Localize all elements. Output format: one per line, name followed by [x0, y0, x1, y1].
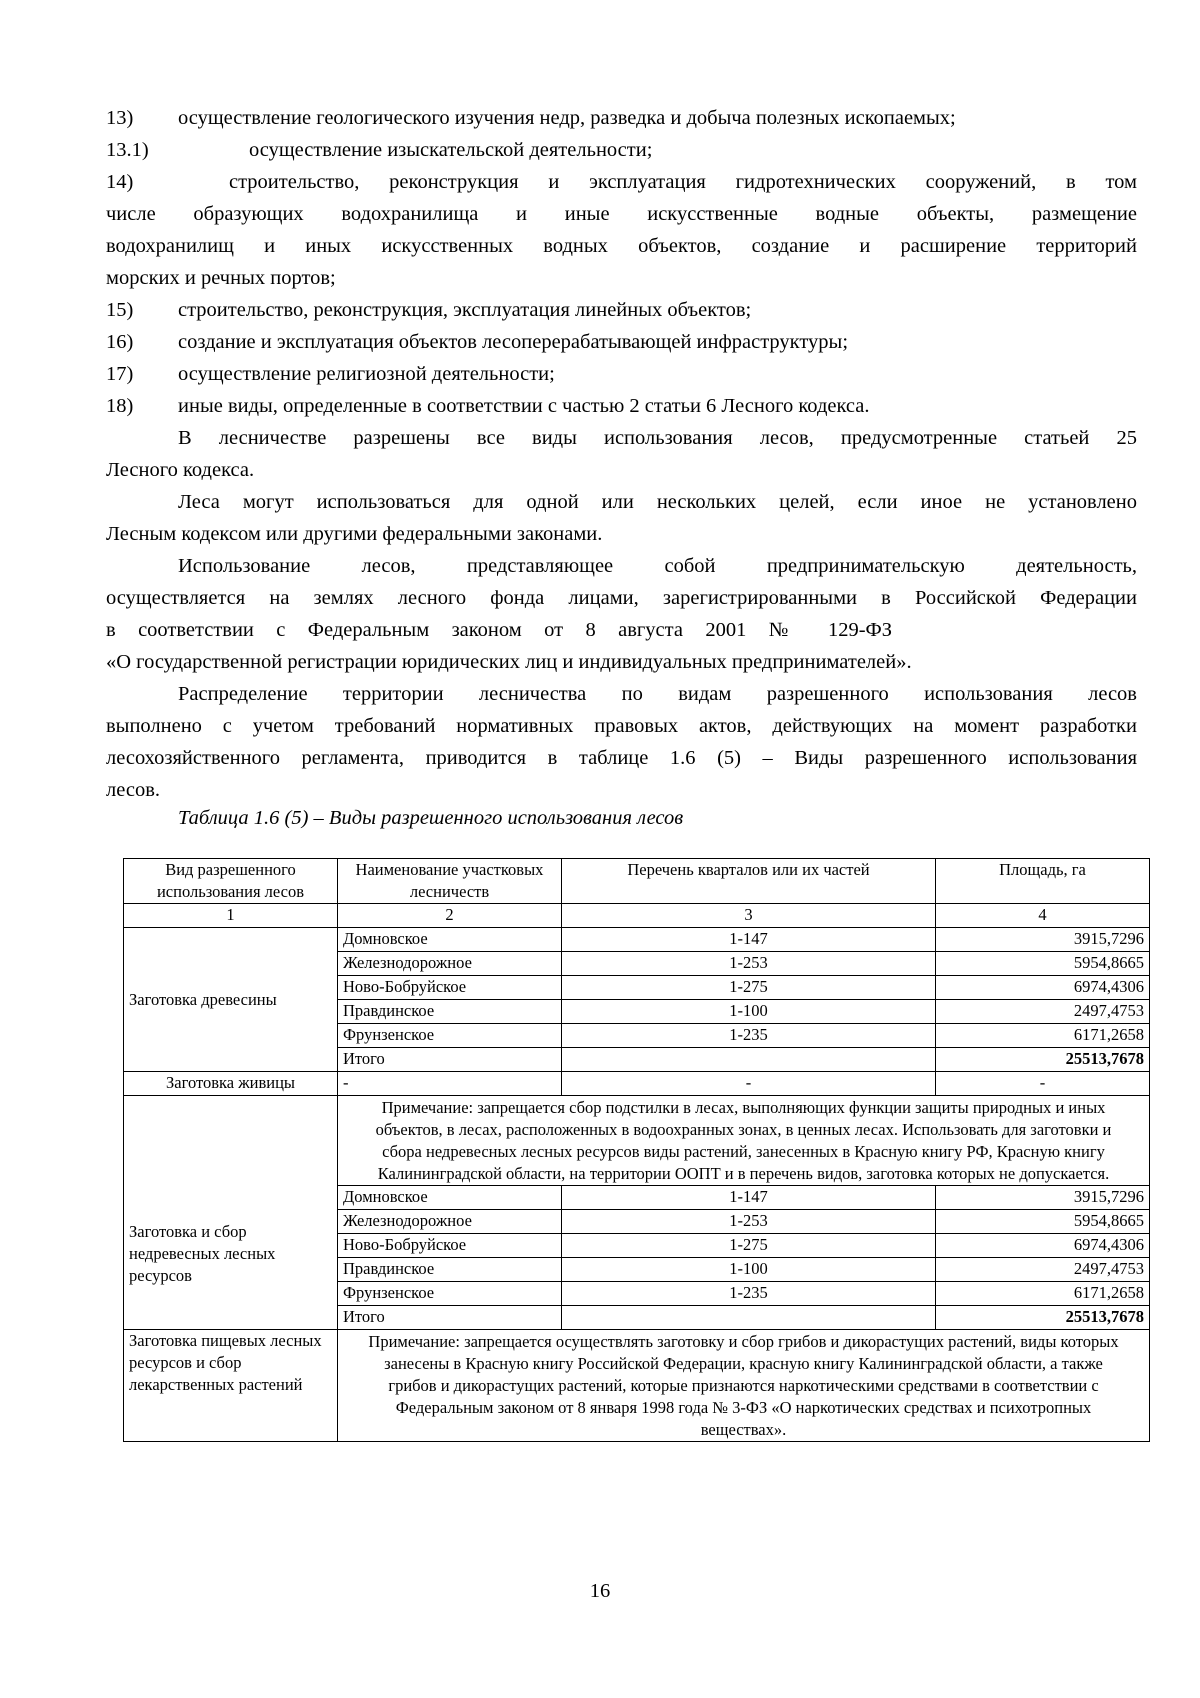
- land-use-table: [123, 858, 1150, 1442]
- quarters: 1-147: [562, 928, 936, 952]
- column-number: 2: [338, 904, 562, 928]
- forestry-name: Железнодорожное: [338, 1210, 562, 1234]
- list-item-13-1: [106, 134, 1137, 166]
- header-cell: Наименование участковых лесничеств: [338, 859, 562, 904]
- paragraph-line-row: [106, 518, 1137, 550]
- quarters: 1-235: [562, 1024, 936, 1048]
- use-type-label: Заготовка живицы: [124, 1072, 338, 1096]
- column-number: 3: [562, 904, 936, 928]
- item-continuation: [106, 262, 1137, 294]
- paragraph-line: В лесничестве разрешены все виды использования лесов, предусмотренные статьей 25: [178, 427, 1137, 449]
- paragraph-line: в соответствии с Федеральным законом от 8 августа 2001 № 129-ФЗ: [106, 619, 892, 641]
- paragraph-4: [106, 678, 1137, 710]
- area: 2497,4753: [936, 1000, 1150, 1024]
- item-number: 15): [106, 299, 134, 321]
- paragraph-line: лесов.: [106, 779, 160, 801]
- quarters: 1-100: [562, 1000, 936, 1024]
- area: 5954,8665: [936, 1210, 1150, 1234]
- forestry-name: Ново-Бобруйское: [338, 1234, 562, 1258]
- paragraph-line: осуществляется на землях лесного фонда лицами, зарегистрированными в Российской Федерации: [106, 587, 1137, 609]
- paragraph-line: Леса могут использоваться для одной или нескольких целей, если иное не установлено: [178, 491, 1137, 513]
- paragraphs: [106, 422, 1137, 806]
- table-caption: Таблица 1.6 (5) – Виды разрешенного использования лесов: [178, 807, 684, 829]
- list-item-15: [106, 294, 1137, 326]
- table-note: Примечание: запрещается сбор подстилки в лесах, выполняющих функции защиты природных и иных объектов, в лесах, расположенных в водоохранных зонах, в ценных лесах. Использовать для заготовки и сбора недревесных лесных ресурсов виды растений, занесенных в Красную книгу РФ, Красную книгу Калининградской области, на территории ООПТ и в перечень видов, заготовка которых не допускается.: [338, 1096, 1150, 1186]
- item-continuation: [106, 230, 1137, 262]
- list-item-18: [106, 390, 1137, 422]
- paragraph-line-row: [106, 710, 1137, 742]
- paragraph-line: лесохозяйственного регламента, приводится в таблице 1.6 (5) – Виды разрешенного использования: [106, 747, 1137, 769]
- paragraph-line-row: [106, 454, 1137, 486]
- paragraph-line: «О государственной регистрации юридических лиц и индивидуальных предпринимателей».: [106, 651, 912, 673]
- use-type-label: Заготовка и сбор недревесных лесных ресурсов: [124, 1096, 338, 1330]
- quarters: 1-275: [562, 976, 936, 1000]
- quarters: 1-275: [562, 1234, 936, 1258]
- paragraph-line-row: [106, 742, 1137, 774]
- paragraph-line-row: [106, 582, 1137, 614]
- item-number: 16): [106, 331, 134, 353]
- paragraph-2: [106, 486, 1137, 518]
- table-note: Примечание: запрещается осуществлять заготовку и сбор грибов и дикорастущих растений, виды которых занесены в Красную книгу Российской Федерации, красную книгу Калининградской области, а также грибов и дикорастущих растений, которые признаются наркотическими средствами в соответствии с Федеральным законом от 8 января 1998 года № 3-ФЗ «О наркотических средствах и психотропных веществах».: [338, 1330, 1150, 1442]
- forestry-name: Правдинское: [338, 1000, 562, 1024]
- note-row: [124, 1096, 1150, 1186]
- list-item-17: [106, 358, 1137, 390]
- total-label: Итого: [338, 1048, 562, 1072]
- forestry-name: Железнодорожное: [338, 952, 562, 976]
- item-continuation: [106, 198, 1137, 230]
- item-number: 14): [106, 171, 134, 193]
- forestry-name: Фрунзенское: [338, 1282, 562, 1306]
- item-text: иные виды, определенные в соответствии с частью 2 статьи 6 Лесного кодекса.: [178, 395, 870, 417]
- paragraph-line: Лесного кодекса.: [106, 459, 255, 481]
- item-text: создание и эксплуатация объектов лесоперерабатывающей инфраструктуры;: [178, 331, 849, 353]
- paragraph-line-row: [106, 646, 1137, 678]
- header-cell: Вид разрешенного использования лесов: [124, 859, 338, 904]
- table-row: [124, 928, 1150, 952]
- item-text: осуществление геологического изучения недр, разведка и добыча полезных ископаемых;: [178, 107, 956, 129]
- paragraph-line-row: [106, 614, 1137, 646]
- paragraph-line: Распределение территории лесничества по видам разрешенного использования лесов: [178, 683, 1137, 705]
- area: -: [936, 1072, 1150, 1096]
- forestry-name: Ново-Бобруйское: [338, 976, 562, 1000]
- item-text: строительство, реконструкция, эксплуатация линейных объектов;: [178, 299, 752, 321]
- area: 6171,2658: [936, 1282, 1150, 1306]
- forestry-name: Домновское: [338, 928, 562, 952]
- item-text: строительство, реконструкция и эксплуатация гидротехнических сооружений, в том: [229, 171, 1137, 193]
- list-item-16: [106, 326, 1137, 358]
- area: 6974,4306: [936, 1234, 1150, 1258]
- header-cell: Площадь, га: [936, 859, 1150, 904]
- item-number: 13.1): [106, 139, 149, 161]
- total-area: 25513,7678: [936, 1306, 1150, 1330]
- list-items: [106, 102, 1137, 422]
- paragraph-line: Лесным кодексом или другими федеральными законами.: [106, 523, 603, 545]
- column-number: 4: [936, 904, 1150, 928]
- item-number: 13): [106, 107, 134, 129]
- total-area: 25513,7678: [936, 1048, 1150, 1072]
- column-number-row: [124, 904, 1150, 928]
- quarters: [562, 1306, 936, 1330]
- paragraph-line-row: [106, 774, 1137, 806]
- paragraph-3: [106, 550, 1137, 582]
- quarters: -: [562, 1072, 936, 1096]
- area: 3915,7296: [936, 928, 1150, 952]
- list-item-14: [106, 166, 1137, 198]
- area: 2497,4753: [936, 1258, 1150, 1282]
- page-number: 16: [589, 1580, 611, 1602]
- item-text: осуществление религиозной деятельности;: [178, 363, 555, 385]
- quarters: 1-235: [562, 1282, 936, 1306]
- forestry-name: Правдинское: [338, 1258, 562, 1282]
- item-text-cont: числе образующих водохранилища и иные искусственные водные объекты, размещение: [106, 203, 1137, 225]
- quarters: 1-253: [562, 1210, 936, 1234]
- header-cell: Перечень кварталов или их частей: [562, 859, 936, 904]
- area: 3915,7296: [936, 1186, 1150, 1210]
- quarters: 1-147: [562, 1186, 936, 1210]
- quarters: 1-100: [562, 1258, 936, 1282]
- item-text-cont: морских и речных портов;: [106, 267, 336, 289]
- paragraph-1: [106, 422, 1137, 454]
- item-number: 17): [106, 363, 134, 385]
- item-text-cont: водохранилищ и иных искусственных водных объектов, создание и расширение территорий: [106, 235, 1137, 257]
- paragraph-line: Использование лесов, представляющее собой предпринимательскую деятельность,: [178, 555, 1137, 577]
- note-row: [124, 1330, 1150, 1442]
- item-number: 18): [106, 395, 134, 417]
- total-label: Итого: [338, 1306, 562, 1330]
- quarters: [562, 1048, 936, 1072]
- list-item-13: [106, 102, 1137, 134]
- quarters: 1-253: [562, 952, 936, 976]
- forestry-name: Домновское: [338, 1186, 562, 1210]
- area: 6171,2658: [936, 1024, 1150, 1048]
- use-type-label: Заготовка древесины: [124, 928, 338, 1072]
- paragraph-line: выполнено с учетом требований нормативных правовых актов, действующих на момент разработки: [106, 715, 1137, 737]
- forestry-name: -: [338, 1072, 562, 1096]
- area: 6974,4306: [936, 976, 1150, 1000]
- item-text: осуществление изыскательской деятельности;: [249, 139, 653, 161]
- use-type-label: Заготовка пищевых лесных ресурсов и сбор лекарственных растений: [124, 1330, 338, 1442]
- table-header-row: [124, 859, 1150, 904]
- column-number: 1: [124, 904, 338, 928]
- area: 5954,8665: [936, 952, 1150, 976]
- table-row: [124, 1072, 1150, 1096]
- forestry-name: Фрунзенское: [338, 1024, 562, 1048]
